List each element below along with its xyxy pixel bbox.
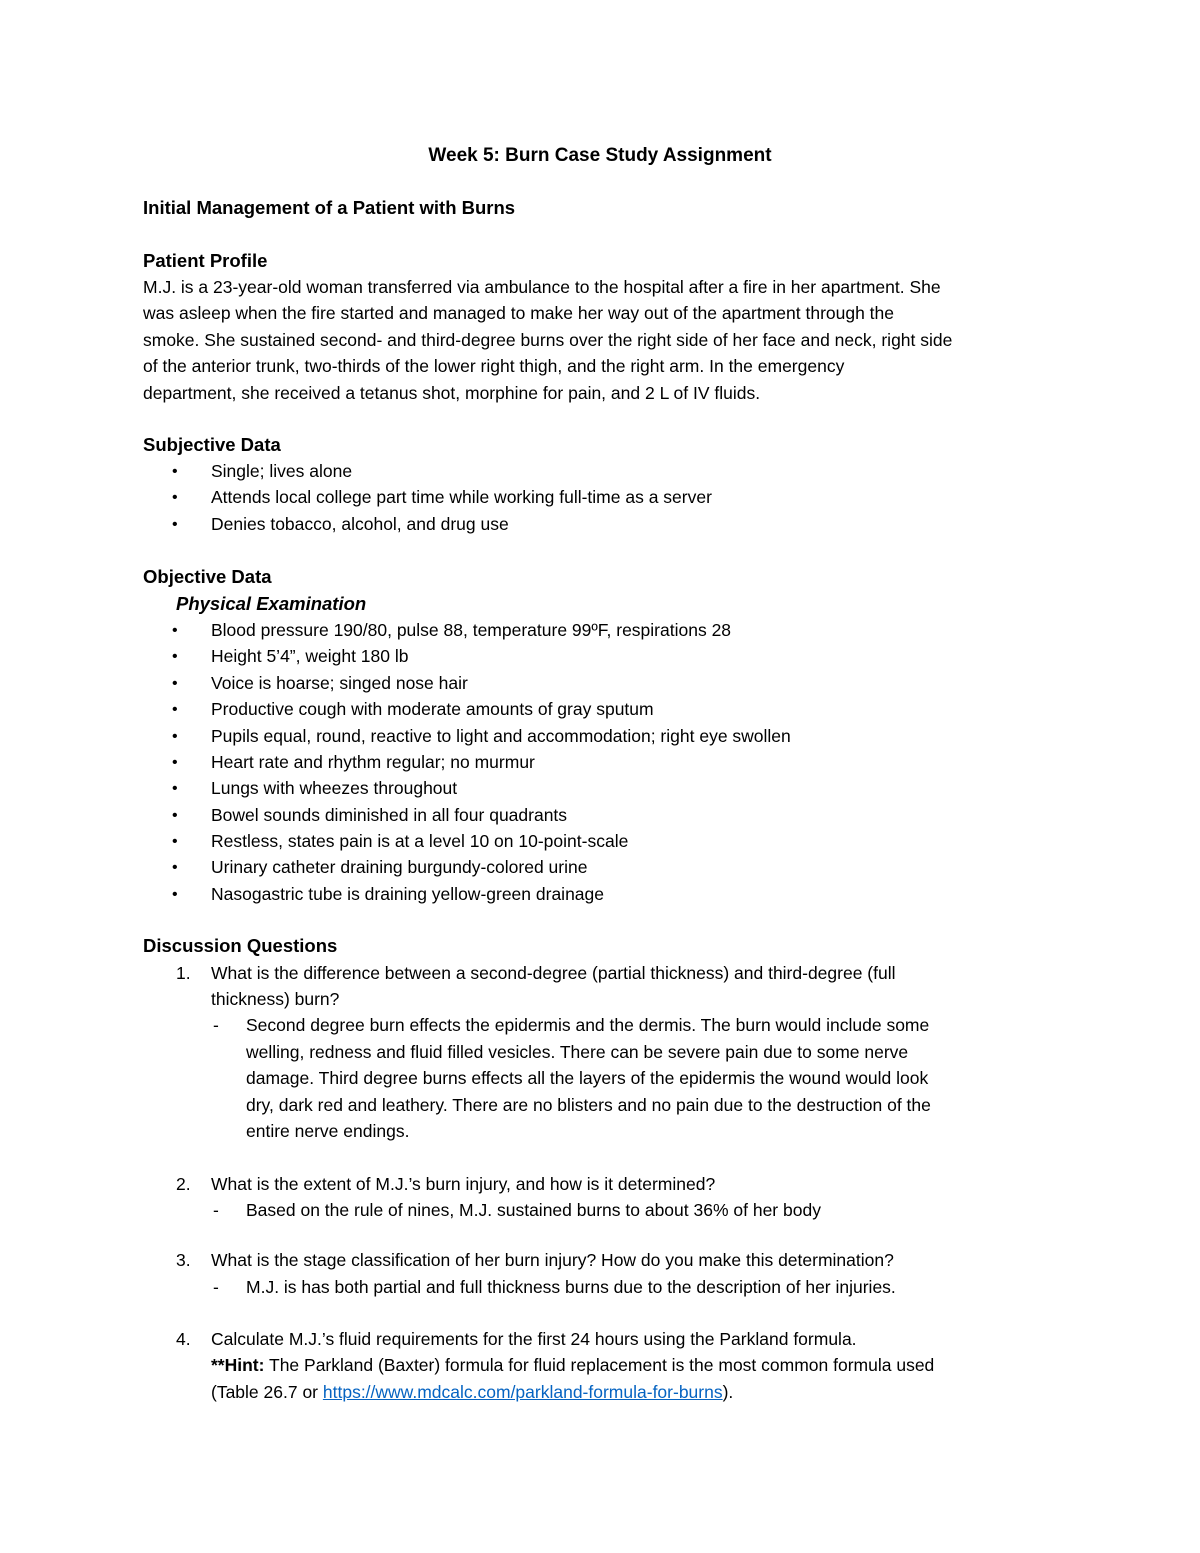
bullet-icon: • (172, 622, 178, 639)
bullet-icon: • (172, 701, 178, 718)
bullet-icon: • (172, 489, 178, 506)
bullet-icon: • (172, 886, 178, 903)
patient-profile-line: of the anterior trunk, two-thirds of the lower right thigh, and the right arm. In the emergency (143, 356, 845, 376)
discussion-heading: Discussion Questions (143, 935, 338, 956)
patient-profile-heading: Patient Profile (143, 250, 268, 271)
subjective-item: Denies tobacco, alcohol, and drug use (211, 514, 509, 534)
dash-marker: - (213, 1200, 219, 1220)
patient-profile-line: smoke. She sustained second- and third-degree burns over the right side of her face and neck, right side (143, 330, 953, 350)
patient-profile-line: was asleep when the fire started and managed to make her way out of the apartment through the (143, 303, 895, 323)
question-number: 4. (176, 1329, 191, 1349)
dash-marker: - (213, 1277, 219, 1297)
question-number: 3. (176, 1250, 191, 1270)
objective-item: Bowel sounds diminished in all four quadrants (211, 805, 568, 825)
question-number: 1. (176, 963, 191, 983)
objective-item: Blood pressure 190/80, pulse 88, temperature 99ºF, respirations 28 (211, 620, 732, 640)
dash-marker: - (213, 1015, 219, 1035)
bullet-icon: • (172, 833, 178, 850)
document-title: Week 5: Burn Case Study Assignment (428, 145, 772, 166)
subjective-heading: Subjective Data (143, 434, 281, 455)
answer-1-line: welling, redness and fluid filled vesicles. There can be severe pain due to some nerve (246, 1042, 909, 1062)
bullet-icon: • (172, 728, 178, 745)
objective-item: Voice is hoarse; singed nose hair (211, 673, 468, 693)
bullet-icon: • (172, 648, 178, 665)
objective-item: Height 5’4”, weight 180 lb (211, 646, 409, 666)
objective-item: Nasogastric tube is draining yellow-green drainage (211, 884, 604, 904)
subjective-item: Attends local college part time while working full-time as a server (211, 487, 712, 507)
bullet-icon: • (172, 807, 178, 824)
hint-table-ref: (Table 26.7 or (211, 1382, 323, 1402)
question-2-text: What is the extent of M.J.’s burn injury, and how is it determined? (211, 1174, 716, 1194)
patient-profile-line: department, she received a tetanus shot, morphine for pain, and 2 L of IV fluids. (143, 383, 761, 403)
objective-item: Urinary catheter draining burgundy-colored urine (211, 857, 588, 877)
bullet-icon: • (172, 859, 178, 876)
bullet-icon: • (172, 754, 178, 771)
parkland-formula-link[interactable]: https://www.mdcalc.com/parkland-formula-for-burns (322, 1382, 723, 1402)
answer-3: M.J. is has both partial and full thickness burns due to the description of her injuries. (246, 1277, 896, 1297)
question-1-text: thickness) burn? (211, 989, 340, 1009)
hint-suffix: ). (722, 1382, 734, 1402)
hint-text: The Parkland (Baxter) formula for fluid replacement is the most common formula used (264, 1355, 935, 1375)
subjective-item: Single; lives alone (211, 461, 353, 481)
patient-profile-line: M.J. is a 23-year-old woman transferred via ambulance to the hospital after a fire in her apartment. She (143, 277, 941, 297)
physical-exam-subheading: Physical Examination (176, 593, 367, 614)
bullet-icon: • (172, 463, 178, 480)
answer-1-line: Second degree burn effects the epidermis and the dermis. The burn would include some (246, 1015, 930, 1035)
question-4-text: Calculate M.J.’s fluid requirements for the first 24 hours using the Parkland formula. (211, 1329, 857, 1349)
answer-1-line: entire nerve endings. (246, 1121, 410, 1141)
hint-label: **Hint: (211, 1355, 265, 1375)
question-1-text: What is the difference between a second-degree (partial thickness) and third-degree (full (211, 963, 896, 983)
question-number: 2. (176, 1174, 191, 1194)
bullet-icon: • (172, 516, 178, 533)
question-3-text: What is the stage classification of her burn injury? How do you make this determination? (211, 1250, 894, 1270)
objective-item: Pupils equal, round, reactive to light and accommodation; right eye swollen (211, 726, 791, 746)
bullet-icon: • (172, 780, 178, 797)
objective-item: Heart rate and rhythm regular; no murmur (211, 752, 535, 772)
objective-item: Lungs with wheezes throughout (211, 778, 458, 798)
document-subtitle: Initial Management of a Patient with Burns (143, 197, 516, 218)
answer-1-line: dry, dark red and leathery. There are no blisters and no pain due to the destruction of the (246, 1095, 931, 1115)
objective-item: Restless, states pain is at a level 10 on 10-point-scale (211, 831, 629, 851)
bullet-icon: • (172, 675, 178, 692)
answer-1-line: damage. Third degree burns effects all the layers of the epidermis the wound would look (246, 1068, 929, 1088)
answer-2: Based on the rule of nines, M.J. sustained burns to about 36% of her body (246, 1200, 821, 1220)
objective-heading: Objective Data (143, 566, 272, 587)
objective-item: Productive cough with moderate amounts of gray sputum (211, 699, 654, 719)
hint-line-2 (211, 1384, 733, 1402)
hint-line (211, 1357, 934, 1375)
